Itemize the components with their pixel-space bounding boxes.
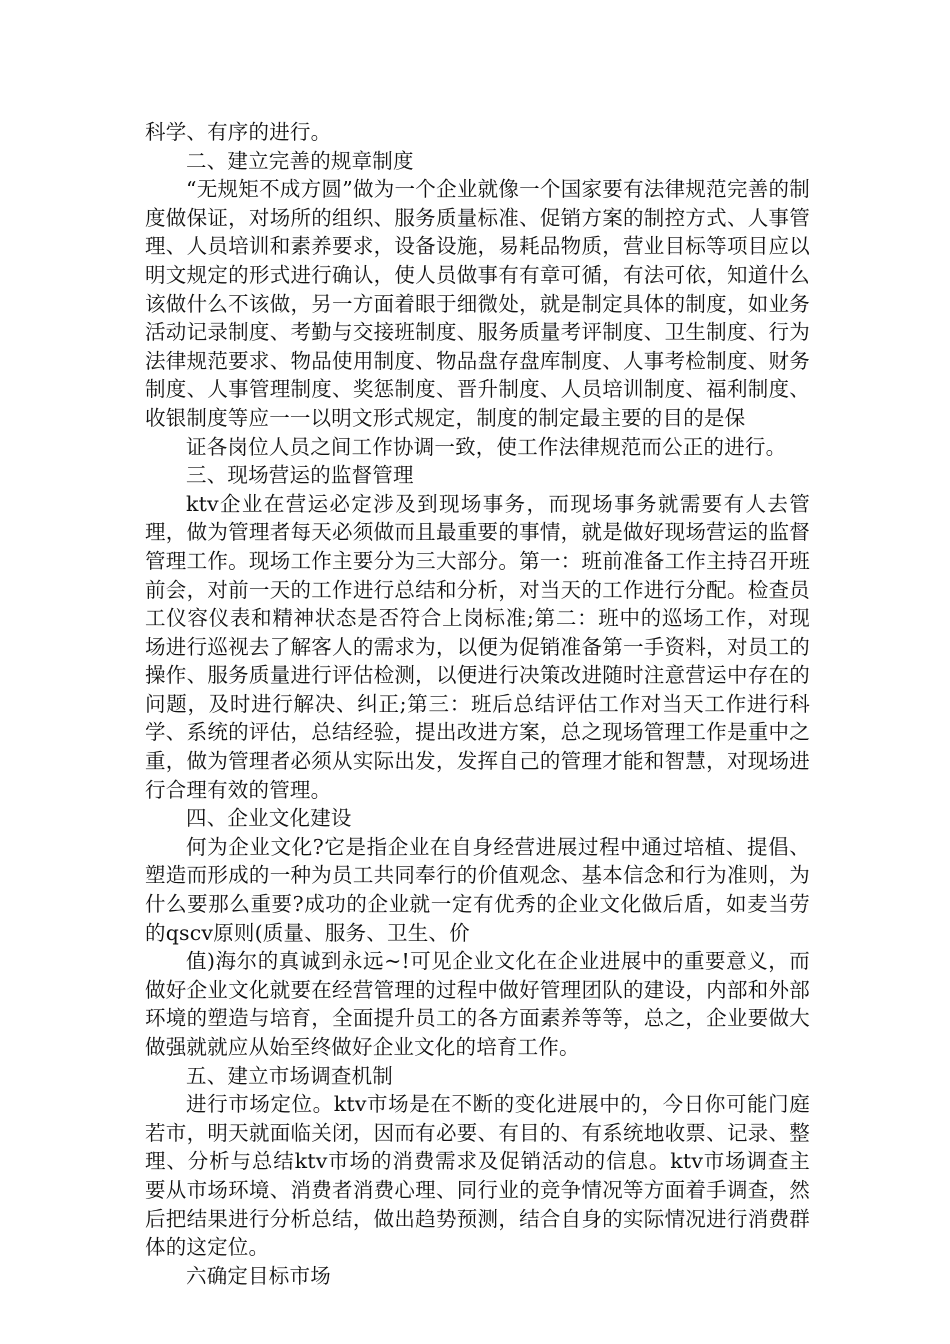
paragraph-onsite-supervision: ktv企业在营运必定涉及到现场事务，而现场事务就需要有人去管理，做为管理者每天必须做而且最重要的事情，就是做好现场营运的监督管理工作。现场工作主要分为三大部分。第一：班前准备工作主持召开班前会，对前一天的工作进行总结和分析，对当天的工作进行分配。检查员工仪容仪表和精神状态是否符合上岗标准;第二：班中的巡场工作，对现场进行巡视去了解客人的需求为，以便为促销准备第一手资料，对员工的操作、服务质量进行评估检测，以便进行决策改进随时注意营运中存在的问题，及时进行解决、纠正;第三：班后总结评估工作对当天工作进行科学、系统的评估，总结经验，提出改进方案，总之现场管理工作是重中之重，做为管理者必须从实际出发，发挥自己的管理才能和智慧，对现场进行合理有效的管理。 [145, 491, 810, 802]
paragraph-continuation: 科学、有序的进行。 [145, 120, 332, 144]
section-heading-3: 三、现场营运的监督管理 [186, 463, 414, 488]
section-heading-6: 六确定目标市场 [186, 1263, 331, 1288]
paragraph-corporate-culture-continued: 值)海尔的真诚到永远~!可见企业文化在企业进展中的重要意义，而做好企业文化就要在经营管理的过程中做好管理团队的建设，内部和外部环境的塑造与培育，全面提升员工的各方面素养等等，总之，企业要做大做强就就应从始至终做好企业文化的培育工作。 [145, 949, 810, 1059]
paragraph-corporate-culture: 何为企业文化?它是指企业在自身经营进展过程中通过培植、提倡、塑造而形成的一种为员工共同奉行的价值观念、基本信念和行为准则，为什么要那么重要?成功的企业就一定有优秀的企业文化做后盾，如麦当劳的qscv原则(质量、服务、卫生、价 [145, 834, 810, 945]
document-body [145, 118, 810, 1290]
paragraph-market-research: 进行市场定位。ktv市场是在不断的变化进展中的，今日你可能门庭若市，明天就面临关闭，因而有必要、有目的、有系统地收票、记录、整理、分析与总结ktv市场的消费需求及促销活动的信息。ktv市场调查主要从市场环境、消费者消费心理、同行业的竞争情况等方面着手调查，然后把结果进行分析总结，做出趋势预测，结合自身的实际情况进行消费群体的这定位。 [145, 1092, 810, 1260]
section-heading-5: 五、建立市场调查机制 [186, 1063, 393, 1088]
section-heading-4: 四、企业文化建设 [186, 806, 352, 831]
section-heading-2: 二、建立完善的规章制度 [186, 148, 414, 173]
paragraph-rules-continued: 证各岗位人员之间工作协调一致，使工作法律规范而公正的进行。 [186, 434, 787, 459]
paragraph-rules: “无规矩不成方圆”做为一个企业就像一个国家要有法律规范完善的制度做保证，对场所的组织、服务质量标准、促销方案的制控方式、人事管理、人员培训和素养要求，设备设施，易耗品物质，营业目标等项目应以明文规定的形式进行确认，使人员做事有有章可循，有法可依，知道什么该做什么不该做，另一方面着眼于细微处，就是制定具体的制度，如业务活动记录制度、考勤与交接班制度、服务质量考评制度、卫生制度、行为法律规范要求、物品使用制度、物品盘存盘库制度、人事考检制度、财务制度、人事管理制度、奖惩制度、晋升制度、人员培训制度、福利制度、收银制度等应一一以明文形式规定，制度的制定最主要的目的是保 [145, 177, 810, 430]
